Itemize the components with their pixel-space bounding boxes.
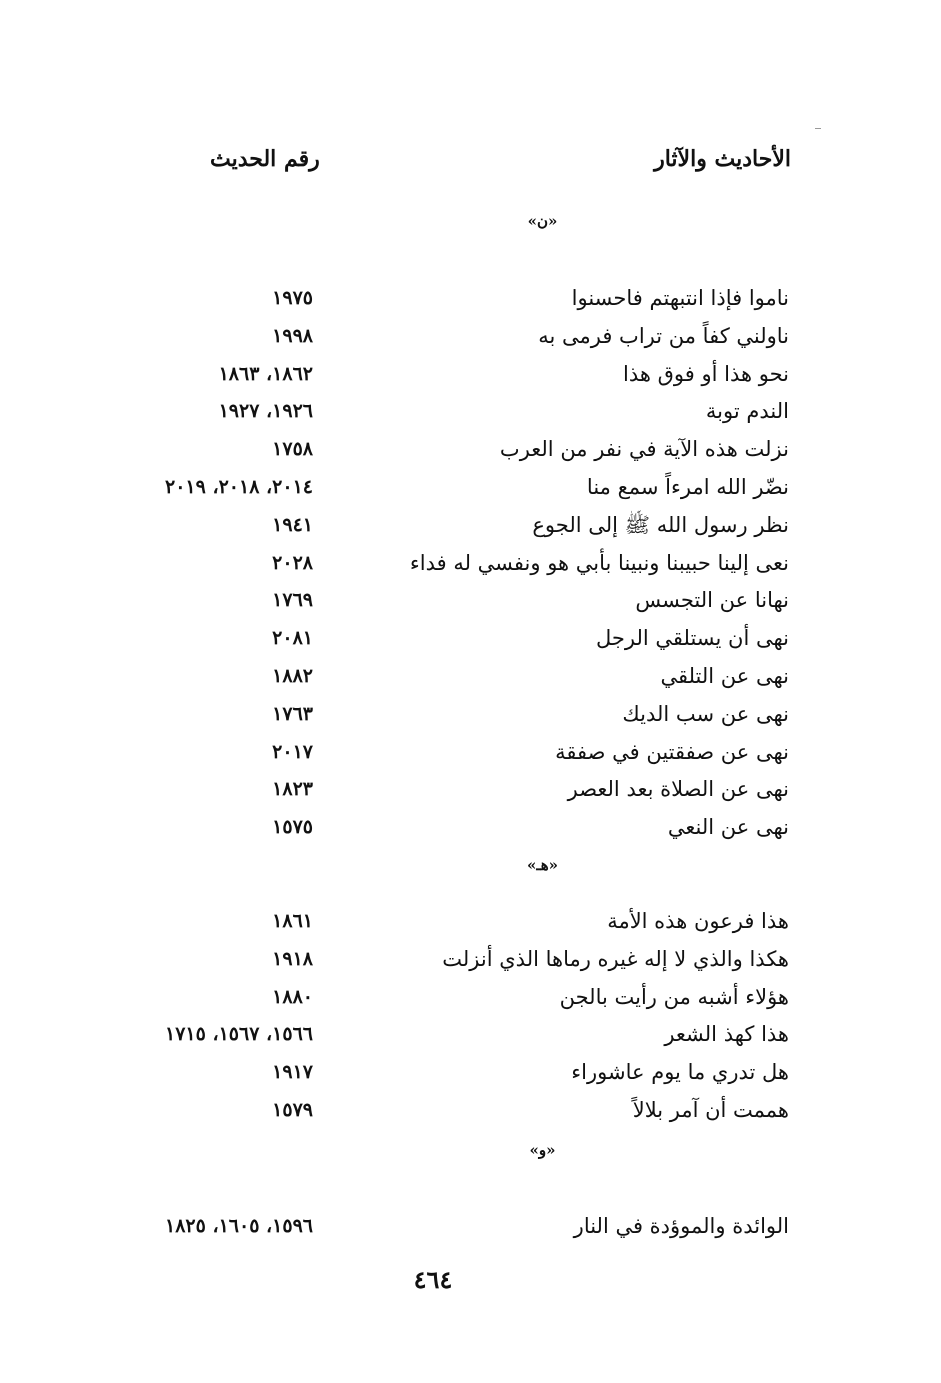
hadith-text: نهى عن الصلاة بعد العصر [567, 777, 789, 801]
index-row [0, 979, 941, 1015]
column-header-number: رقم الحديث [210, 146, 320, 172]
hadith-text: نهى عن صفقتين في صفقة [555, 740, 789, 764]
hadith-number: ١٧٥٨ [272, 438, 313, 460]
index-row [0, 658, 941, 694]
hadith-number: ١٨٨٢ [272, 665, 313, 687]
section-letter: «ن» [527, 212, 558, 230]
hadith-text: ناولني كفاً من تراب فرمى به [538, 324, 789, 348]
hadith-number: ١٧٦٣ [272, 703, 313, 725]
hadith-text: نهى عن التلقي [660, 664, 789, 688]
hadith-text: الوائدة والموؤدة في النار [573, 1214, 789, 1238]
index-row [0, 393, 941, 429]
index-row [0, 903, 941, 939]
index-row [0, 696, 941, 732]
hadith-number: ١٩٤١ [272, 514, 313, 536]
page-number: ٤٦٤ [413, 1265, 453, 1294]
index-row [0, 431, 941, 467]
hadith-text: نهى عن سب الديك [622, 702, 789, 726]
hadith-text: هؤلاء أشبه من رأيت بالجن [559, 985, 789, 1009]
column-header-hadith: الأحاديث والآثار [654, 146, 791, 172]
hadith-text: هذا كهذ الشعر [664, 1022, 789, 1046]
hadith-number: ١٥٩٦، ١٦٠٥، ١٨٢٥ [165, 1215, 313, 1237]
hadith-text: نظر رسول الله ﷺ إلى الجوع [532, 513, 789, 537]
hadith-number: ١٩١٨ [272, 948, 313, 970]
hadith-number: ١٨٨٠ [272, 986, 313, 1008]
hadith-text: نهى عن النعي [667, 815, 789, 839]
hadith-text: هل تدري ما يوم عاشوراء [571, 1060, 789, 1084]
hadith-text: ناموا فإذا انتبهتم فاحسنوا [571, 286, 789, 310]
index-row [0, 941, 941, 977]
index-row [0, 1092, 941, 1128]
hadith-text: هذا فرعون هذه الأمة [607, 909, 789, 933]
index-row [0, 545, 941, 581]
hadith-text: نحو هذا أو فوق هذا [623, 362, 789, 386]
hadith-text: نضّر الله امرءاً سمع منا [586, 475, 789, 499]
index-row [0, 734, 941, 770]
index-row [0, 620, 941, 656]
hadith-number: ١٩٧٥ [272, 287, 313, 309]
section-letter: «و» [529, 1141, 556, 1159]
hadith-number: ١٥٦٦، ١٥٦٧، ١٧١٥ [165, 1023, 313, 1045]
hadith-number: ١٨٦١ [272, 910, 313, 932]
index-row [0, 469, 941, 505]
index-row [0, 1054, 941, 1090]
hadith-text: الندم توبة [705, 399, 789, 423]
index-row [0, 507, 941, 543]
hadith-text: نهانا عن التجسس [635, 588, 789, 612]
index-row [0, 1208, 941, 1244]
hadith-number: ١٥٧٩ [272, 1099, 313, 1121]
scan-artifact [815, 128, 821, 129]
hadith-number: ١٩١٧ [272, 1061, 313, 1083]
index-row [0, 582, 941, 618]
hadith-number: ١٧٦٩ [272, 589, 313, 611]
index-row [0, 356, 941, 392]
section-letter: «هـ» [526, 856, 559, 874]
hadith-number: ٢٠٢٨ [272, 552, 313, 574]
hadith-number: ١٩٢٦، ١٩٢٧ [218, 400, 313, 422]
hadith-number: ١٨٦٢، ١٨٦٣ [218, 363, 313, 385]
hadith-number: ٢٠٨١ [272, 627, 313, 649]
hadith-text: نعى إلينا حبيبنا ونبينا بأبي هو ونفسي له فداء [409, 551, 789, 575]
hadith-text: هممت أن آمر بلالاً [632, 1098, 789, 1122]
hadith-number: ١٥٧٥ [272, 816, 313, 838]
hadith-number: ١٩٩٨ [272, 325, 313, 347]
index-row [0, 1016, 941, 1052]
hadith-number: ٢٠١٧ [272, 741, 313, 763]
index-row [0, 280, 941, 316]
hadith-number: ٢٠١٤، ٢٠١٨، ٢٠١٩ [165, 476, 313, 498]
hadith-text: نهى أن يستلقي الرجل [595, 626, 789, 650]
hadith-text: نزلت هذه الآية في نفر من العرب [499, 437, 789, 461]
hadith-number: ١٨٢٣ [272, 778, 313, 800]
index-row [0, 809, 941, 845]
index-row [0, 318, 941, 354]
hadith-text: هكذا والذي لا إله غيره رماها الذي أنزلت [442, 947, 789, 971]
index-row [0, 771, 941, 807]
